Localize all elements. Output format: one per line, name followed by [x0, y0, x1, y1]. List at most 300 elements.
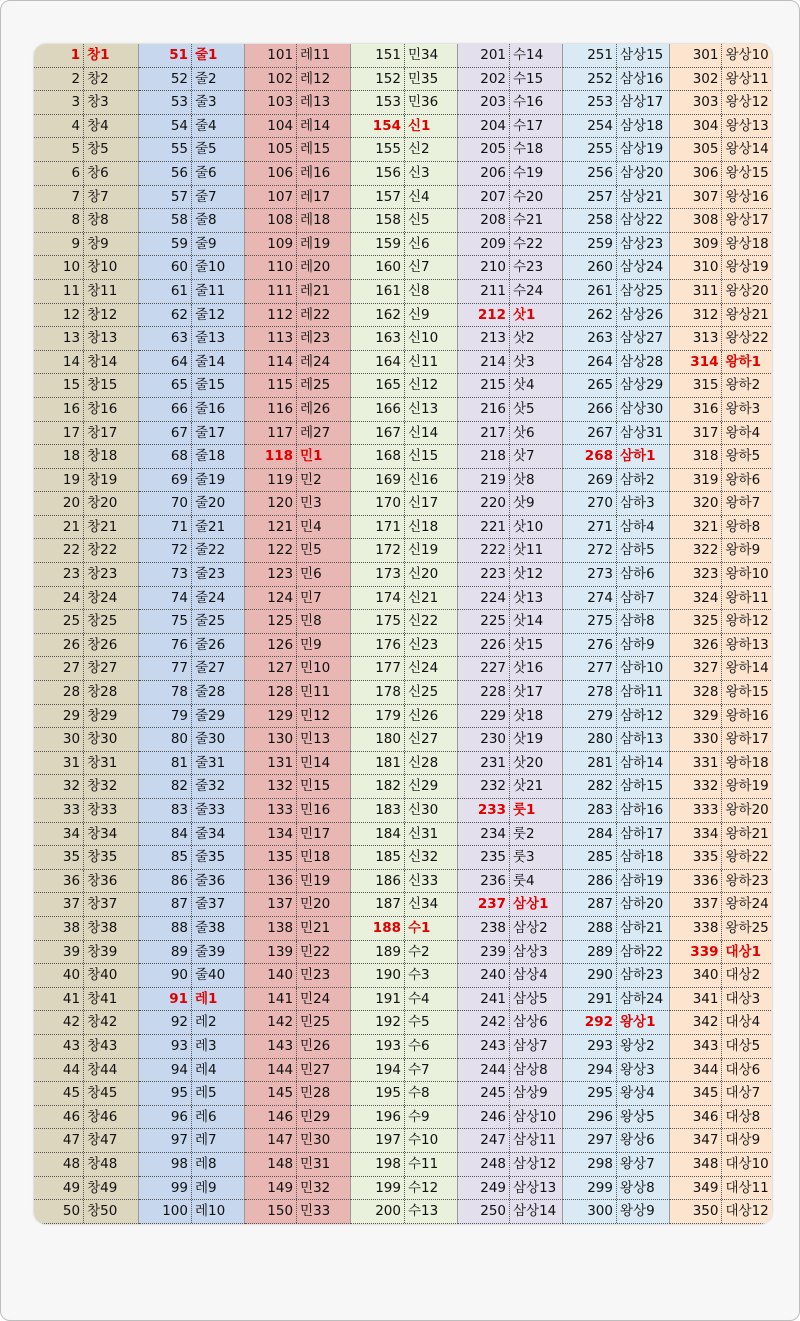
chapter-label: 삼상17: [617, 91, 670, 114]
day-number: 188: [351, 917, 405, 940]
day-number: 95: [139, 1082, 192, 1105]
day-number: 349: [670, 1177, 722, 1200]
day-number: 18: [34, 445, 84, 468]
day-number: 87: [139, 893, 192, 916]
table-row: [34, 1035, 139, 1059]
chapter-label: 레25: [297, 374, 351, 397]
day-number: 111: [245, 280, 297, 303]
chapter-label: 왕상8: [617, 1177, 670, 1200]
chapter-label: 왕하3: [725, 400, 761, 417]
chapter-label: 레21: [297, 280, 351, 303]
chapter-label: 왕상16: [725, 188, 769, 205]
table-row: [34, 1177, 139, 1201]
day-number: 341: [670, 988, 722, 1011]
chapter-label: 삼상7: [510, 1035, 563, 1058]
day-number: 204: [458, 115, 510, 138]
day-number: 156: [351, 162, 405, 185]
table-row: [34, 162, 139, 186]
chapter-label: 수14: [510, 44, 563, 67]
chapter-label: 창31: [84, 752, 139, 775]
table-row: [563, 539, 670, 563]
day-number: 319: [670, 469, 722, 492]
table-row: [139, 964, 245, 988]
chapter-label: 수5: [405, 1011, 458, 1034]
table-row: [563, 634, 670, 658]
chapter-label: 레24: [297, 351, 351, 374]
chapter-label: 왕하14: [725, 660, 769, 677]
chapter-label: 민23: [297, 964, 351, 987]
chapter-label: 삼하13: [617, 728, 670, 751]
day-number: 104: [245, 115, 297, 138]
chapter-label: 줄9: [192, 233, 245, 256]
day-number: 19: [34, 469, 84, 492]
table-row: [34, 1129, 139, 1153]
table-row: [34, 846, 139, 870]
table-row: [245, 752, 351, 776]
day-number: 329: [670, 705, 722, 728]
table-row: [351, 1059, 458, 1083]
day-number: 58: [139, 209, 192, 232]
chapter-label: 삼하9: [617, 634, 670, 657]
day-number: 224: [458, 587, 510, 610]
chapter-label: 삼하15: [617, 775, 670, 798]
table-row: [563, 445, 670, 469]
table-row: [139, 941, 245, 965]
chapter-label: 수3: [405, 964, 458, 987]
chapter-label: 왕상20: [725, 282, 769, 299]
day-number: 152: [351, 68, 405, 91]
day-number: 279: [563, 705, 617, 728]
chapter-label: 창29: [84, 705, 139, 728]
chapter-label: 신27: [405, 728, 458, 751]
day-number: 165: [351, 374, 405, 397]
day-number: 304: [670, 115, 722, 138]
table-row: [245, 775, 351, 799]
day-number: 181: [351, 752, 405, 775]
chapter-label: 레11: [297, 44, 351, 67]
chapter-label: 레14: [297, 115, 351, 138]
day-number: 177: [351, 657, 405, 680]
table-row: [245, 587, 351, 611]
day-number: 252: [563, 68, 617, 91]
chapter-label: 레10: [192, 1200, 245, 1223]
chapter-label: 줄35: [192, 846, 245, 869]
chapter-label: 신28: [405, 752, 458, 775]
chapter-label: 창9: [84, 233, 139, 256]
table-row: [458, 870, 563, 894]
table-row: [670, 327, 772, 351]
table-row: [563, 351, 670, 375]
table-row: [670, 634, 772, 658]
chapter-label: 민4: [297, 516, 351, 539]
day-number: 29: [34, 705, 84, 728]
day-number: 232: [458, 775, 510, 798]
table-row: [139, 681, 245, 705]
chapter-label: 삼하4: [617, 516, 670, 539]
day-number: 212: [458, 304, 510, 327]
day-number: 235: [458, 846, 510, 869]
day-number: 22: [34, 539, 84, 562]
table-row: [670, 256, 772, 280]
chapter-label: 민8: [297, 610, 351, 633]
table-row: [245, 422, 351, 446]
chapter-label: 삼하23: [617, 964, 670, 987]
chapter-label: 민30: [297, 1129, 351, 1152]
chapter-label: 민3: [297, 492, 351, 515]
table-row: [245, 351, 351, 375]
day-number: 28: [34, 681, 84, 704]
chapter-label: 신6: [405, 233, 458, 256]
table-row: [351, 1153, 458, 1177]
table-row: [139, 1177, 245, 1201]
chapter-label: 삼하2: [617, 469, 670, 492]
table-row: [563, 681, 670, 705]
day-number: 4: [34, 115, 84, 138]
day-number: 76: [139, 634, 192, 657]
day-number: 192: [351, 1011, 405, 1034]
chapter-label: 왕상4: [617, 1082, 670, 1105]
day-number: 26: [34, 634, 84, 657]
day-number: 140: [245, 964, 297, 987]
table-row: [245, 115, 351, 139]
table-row: [139, 634, 245, 658]
day-number: 303: [670, 91, 722, 114]
table-row: [670, 351, 772, 375]
table-row: [670, 1082, 772, 1106]
table-row: [245, 1082, 351, 1106]
day-number: 158: [351, 209, 405, 232]
table-row: [139, 539, 245, 563]
chapter-label: 삿16: [510, 657, 563, 680]
day-number: 274: [563, 587, 617, 610]
table-row: [670, 138, 772, 162]
table-row: [563, 563, 670, 587]
day-number: 171: [351, 516, 405, 539]
day-number: 141: [245, 988, 297, 1011]
chapter-label: 신12: [405, 374, 458, 397]
table-row: [34, 138, 139, 162]
table-row: [670, 1035, 772, 1059]
table-row: [670, 1177, 772, 1201]
day-number: 301: [670, 44, 722, 67]
table-row: [670, 445, 772, 469]
chapter-label: 삿21: [510, 775, 563, 798]
chapter-label: 삼상5: [510, 988, 563, 1011]
day-number: 92: [139, 1011, 192, 1034]
chapter-label: 왕상12: [725, 94, 769, 111]
table-row: [245, 44, 351, 68]
day-number: 186: [351, 870, 405, 893]
table-row: [563, 587, 670, 611]
chapter-label: 대상7: [725, 1085, 761, 1102]
chapter-label: 레1: [192, 988, 245, 1011]
day-number: 102: [245, 68, 297, 91]
table-row: [34, 893, 139, 917]
table-row: [139, 327, 245, 351]
table-row: [245, 1106, 351, 1130]
table-row: [34, 705, 139, 729]
day-number: 159: [351, 233, 405, 256]
table-row: [351, 917, 458, 941]
reading-schedule-table: [34, 44, 772, 1224]
table-row: [351, 870, 458, 894]
table-row: [34, 351, 139, 375]
chapter-label: 삿5: [510, 398, 563, 421]
table-row: [458, 516, 563, 540]
day-number: 123: [245, 563, 297, 586]
day-number: 119: [245, 469, 297, 492]
day-number: 75: [139, 610, 192, 633]
day-number: 259: [563, 233, 617, 256]
day-number: 229: [458, 705, 510, 728]
chapter-label: 줄8: [192, 209, 245, 232]
chapter-label: 창34: [84, 823, 139, 846]
chapter-label: 룻1: [510, 799, 563, 822]
column-3: [245, 44, 351, 1224]
table-row: [563, 964, 670, 988]
day-number: 223: [458, 563, 510, 586]
table-row: [245, 68, 351, 92]
table-row: [351, 728, 458, 752]
day-number: 61: [139, 280, 192, 303]
chapter-label: 줄28: [192, 681, 245, 704]
day-number: 169: [351, 469, 405, 492]
day-number: 318: [670, 445, 722, 468]
table-row: [351, 68, 458, 92]
table-row: [34, 1059, 139, 1083]
chapter-label: 신29: [405, 775, 458, 798]
table-row: [139, 398, 245, 422]
chapter-label: 창49: [84, 1177, 139, 1200]
day-number: 66: [139, 398, 192, 421]
day-number: 269: [563, 469, 617, 492]
table-row: [34, 917, 139, 941]
table-row: [670, 492, 772, 516]
table-row: [670, 681, 772, 705]
chapter-label: 줄15: [192, 374, 245, 397]
table-row: [670, 870, 772, 894]
day-number: 151: [351, 44, 405, 67]
column-5: [458, 44, 563, 1224]
day-number: 78: [139, 681, 192, 704]
day-number: 257: [563, 186, 617, 209]
table-row: [34, 374, 139, 398]
chapter-label: 레6: [192, 1106, 245, 1129]
chapter-label: 삼상6: [510, 1011, 563, 1034]
day-number: 196: [351, 1106, 405, 1129]
table-row: [458, 893, 563, 917]
day-number: 300: [563, 1200, 617, 1223]
day-number: 249: [458, 1177, 510, 1200]
table-row: [245, 91, 351, 115]
chapter-label: 삼상3: [510, 941, 563, 964]
table-row: [139, 138, 245, 162]
day-number: 244: [458, 1059, 510, 1082]
table-row: [351, 256, 458, 280]
table-row: [34, 870, 139, 894]
chapter-label: 줄38: [192, 917, 245, 940]
table-row: [563, 1082, 670, 1106]
table-row: [458, 917, 563, 941]
table-row: [563, 941, 670, 965]
day-number: 166: [351, 398, 405, 421]
day-number: 5: [34, 138, 84, 161]
day-number: 262: [563, 304, 617, 327]
chapter-label: 삼하18: [617, 846, 670, 869]
chapter-label: 왕상21: [725, 306, 769, 323]
day-number: 331: [670, 752, 722, 775]
table-row: [458, 1011, 563, 1035]
day-number: 100: [139, 1200, 192, 1223]
chapter-label: 창40: [84, 964, 139, 987]
table-row: [34, 1153, 139, 1177]
chapter-label: 줄23: [192, 563, 245, 586]
chapter-label: 신15: [405, 445, 458, 468]
day-number: 251: [563, 44, 617, 67]
chapter-label: 왕하19: [725, 778, 769, 795]
chapter-label: 왕상13: [725, 117, 769, 134]
day-number: 157: [351, 186, 405, 209]
table-row: [670, 799, 772, 823]
day-number: 40: [34, 964, 84, 987]
chapter-label: 왕하23: [725, 872, 769, 889]
table-row: [34, 186, 139, 210]
table-row: [670, 1059, 772, 1083]
table-row: [458, 280, 563, 304]
day-number: 43: [34, 1035, 84, 1058]
table-row: [245, 186, 351, 210]
table-row: [34, 941, 139, 965]
chapter-label: 줄30: [192, 728, 245, 751]
chapter-label: 창48: [84, 1153, 139, 1176]
day-number: 74: [139, 587, 192, 610]
table-row: [139, 44, 245, 68]
table-row: [139, 1106, 245, 1130]
day-number: 85: [139, 846, 192, 869]
day-number: 115: [245, 374, 297, 397]
day-number: 11: [34, 280, 84, 303]
table-row: [458, 823, 563, 847]
chapter-label: 신21: [405, 587, 458, 610]
table-row: [670, 752, 772, 776]
day-number: 135: [245, 846, 297, 869]
table-row: [458, 469, 563, 493]
chapter-label: 신14: [405, 422, 458, 445]
day-number: 163: [351, 327, 405, 350]
chapter-label: 레16: [297, 162, 351, 185]
chapter-label: 레9: [192, 1177, 245, 1200]
day-number: 47: [34, 1129, 84, 1152]
chapter-label: 왕상14: [725, 141, 769, 158]
chapter-label: 줄10: [192, 256, 245, 279]
chapter-label: 왕하2: [725, 377, 761, 394]
chapter-label: 창1: [84, 44, 139, 67]
day-number: 7: [34, 186, 84, 209]
day-number: 312: [670, 304, 722, 327]
table-row: [670, 44, 772, 68]
chapter-label: 줄39: [192, 941, 245, 964]
table-row: [351, 657, 458, 681]
day-number: 220: [458, 492, 510, 515]
chapter-label: 삼상14: [510, 1200, 563, 1223]
day-number: 68: [139, 445, 192, 468]
table-row: [670, 115, 772, 139]
chapter-label: 신1: [405, 115, 458, 138]
table-row: [563, 68, 670, 92]
chapter-label: 민24: [297, 988, 351, 1011]
chapter-label: 삼상8: [510, 1059, 563, 1082]
chapter-label: 민20: [297, 893, 351, 916]
table-row: [563, 398, 670, 422]
day-number: 247: [458, 1129, 510, 1152]
day-number: 23: [34, 563, 84, 586]
chapter-label: 민1: [297, 445, 351, 468]
chapter-label: 신32: [405, 846, 458, 869]
chapter-label: 삿18: [510, 705, 563, 728]
chapter-label: 줄7: [192, 186, 245, 209]
chapter-label: 왕상18: [725, 235, 769, 252]
chapter-label: 대상5: [725, 1037, 761, 1054]
day-number: 6: [34, 162, 84, 185]
table-row: [139, 752, 245, 776]
table-row: [245, 469, 351, 493]
table-row: [139, 1035, 245, 1059]
table-row: [563, 846, 670, 870]
table-row: [458, 1059, 563, 1083]
day-number: 280: [563, 728, 617, 751]
day-number: 323: [670, 563, 722, 586]
table-row: [34, 469, 139, 493]
table-row: [139, 587, 245, 611]
chapter-label: 창2: [84, 68, 139, 91]
chapter-label: 민29: [297, 1106, 351, 1129]
day-number: 2: [34, 68, 84, 91]
table-row: [351, 304, 458, 328]
day-number: 266: [563, 398, 617, 421]
chapter-label: 삿8: [510, 469, 563, 492]
chapter-label: 신30: [405, 799, 458, 822]
day-number: 16: [34, 398, 84, 421]
chapter-label: 창25: [84, 610, 139, 633]
day-number: 230: [458, 728, 510, 751]
table-row: [563, 115, 670, 139]
table-row: [245, 846, 351, 870]
day-number: 350: [670, 1200, 722, 1223]
day-number: 261: [563, 280, 617, 303]
table-row: [670, 823, 772, 847]
chapter-label: 수24: [510, 280, 563, 303]
table-row: [458, 209, 563, 233]
table-row: [139, 1129, 245, 1153]
day-number: 148: [245, 1153, 297, 1176]
table-row: [351, 445, 458, 469]
chapter-label: 삿2: [510, 327, 563, 350]
chapter-label: 창6: [84, 162, 139, 185]
chapter-label: 줄21: [192, 516, 245, 539]
table-row: [34, 657, 139, 681]
day-number: 250: [458, 1200, 510, 1223]
table-row: [458, 1153, 563, 1177]
day-number: 245: [458, 1082, 510, 1105]
table-row: [670, 893, 772, 917]
day-number: 288: [563, 917, 617, 940]
chapter-label: 창45: [84, 1082, 139, 1105]
chapter-label: 레2: [192, 1011, 245, 1034]
day-number: 208: [458, 209, 510, 232]
chapter-label: 민22: [297, 941, 351, 964]
day-number: 137: [245, 893, 297, 916]
table-row: [670, 728, 772, 752]
